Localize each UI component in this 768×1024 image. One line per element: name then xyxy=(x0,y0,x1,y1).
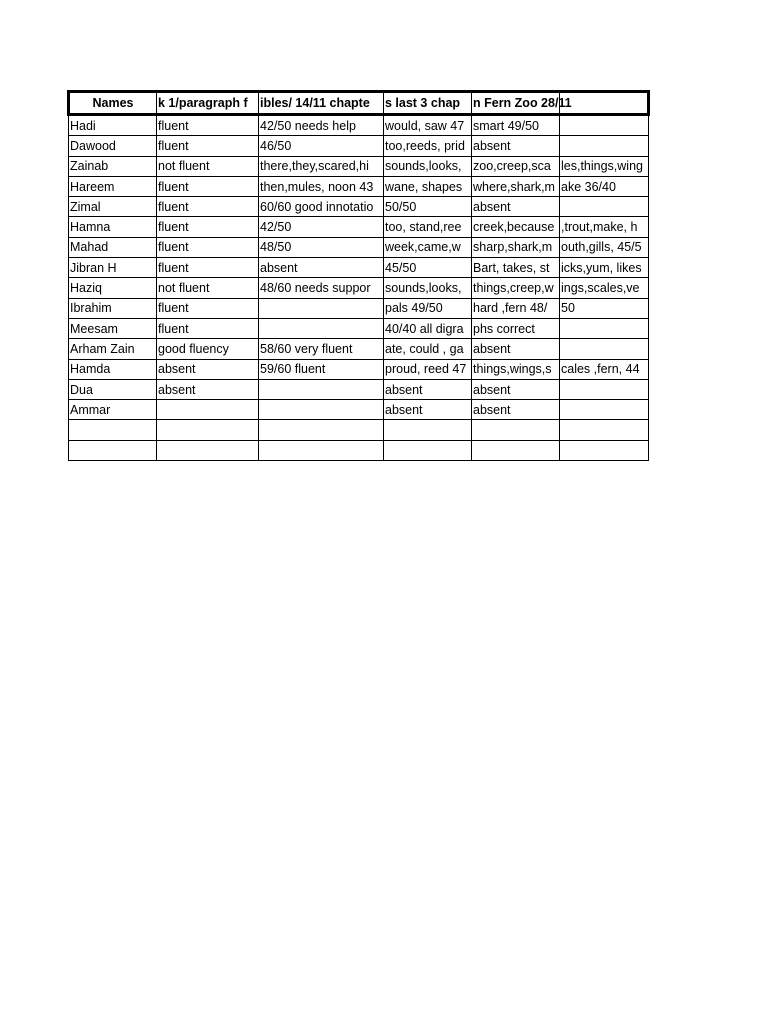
cell-text: Hadi xyxy=(70,118,96,133)
cell-text: fluent xyxy=(158,138,189,153)
table-cell[interactable] xyxy=(472,359,560,379)
cell-text: ings,scales,ve xyxy=(561,281,640,296)
table-cell[interactable] xyxy=(560,156,649,176)
table-cell[interactable] xyxy=(472,156,560,176)
cell-text: phs correct xyxy=(473,321,535,336)
cell-text: Meesam xyxy=(70,321,118,336)
table-cell[interactable] xyxy=(259,217,384,237)
table-cell[interactable] xyxy=(259,156,384,176)
table-cell[interactable] xyxy=(384,359,472,379)
table-cell[interactable] xyxy=(384,258,472,278)
cell-text: Ammar xyxy=(70,402,111,417)
table-cell[interactable] xyxy=(157,237,259,257)
table-row xyxy=(69,217,649,237)
cell-text: Jibran H xyxy=(70,260,117,275)
table-cell[interactable] xyxy=(69,237,157,257)
cell-text: Bart, takes, st xyxy=(473,260,550,275)
cell-text: smart 49/50 xyxy=(473,118,540,133)
header-cell[interactable]: k 1/paragraph f xyxy=(157,92,259,115)
table-row xyxy=(69,258,649,278)
table-cell[interactable] xyxy=(384,379,472,399)
cell-text: icks,yum, likes xyxy=(561,260,642,275)
cell-text: absent xyxy=(385,382,423,397)
table-cell[interactable] xyxy=(560,440,649,460)
cell-text: Ibrahim xyxy=(70,301,112,316)
cell-text: absent xyxy=(473,199,511,214)
header-cell[interactable]: ibles/ 14/11 chapte xyxy=(259,92,384,115)
cell-text: creek,because xyxy=(473,220,555,235)
cell-text: not fluent xyxy=(158,281,210,296)
cell-text: Haziq xyxy=(70,281,102,296)
cell-text: too, stand,ree xyxy=(385,220,462,235)
cell-text: there,they,scared,hi xyxy=(260,159,369,174)
table-cell[interactable] xyxy=(157,156,259,176)
table-cell[interactable] xyxy=(384,115,472,136)
cell-text: 50/50 xyxy=(385,199,417,214)
table-cell[interactable] xyxy=(157,136,259,156)
table-cell[interactable] xyxy=(69,258,157,278)
table-cell[interactable] xyxy=(69,115,157,136)
table-cell[interactable] xyxy=(157,359,259,379)
cell-text: ,trout,make, h xyxy=(561,220,638,235)
table-cell[interactable] xyxy=(259,258,384,278)
cell-text: 50 xyxy=(561,301,575,316)
table-cell[interactable] xyxy=(157,379,259,399)
table-cell[interactable] xyxy=(560,237,649,257)
cell-text: Dawood xyxy=(70,138,116,153)
cell-text: where,shark,m xyxy=(473,179,555,194)
table-cell[interactable] xyxy=(259,400,384,420)
cell-text: Arham Zain xyxy=(70,341,135,356)
table-cell[interactable] xyxy=(157,339,259,359)
table-cell[interactable] xyxy=(560,136,649,156)
cell-text: week,came,w xyxy=(385,240,461,255)
table-cell[interactable] xyxy=(472,136,560,156)
table-cell[interactable] xyxy=(560,400,649,420)
table-cell[interactable] xyxy=(157,400,259,420)
table-cell[interactable] xyxy=(560,217,649,237)
cell-text: Dua xyxy=(70,382,93,397)
table-cell[interactable] xyxy=(472,440,560,460)
table-cell[interactable] xyxy=(69,400,157,420)
cell-text: wane, shapes xyxy=(385,179,463,194)
cell-text: sounds,looks, xyxy=(385,281,462,296)
header-cell[interactable]: Names xyxy=(69,92,157,115)
table-cell[interactable] xyxy=(69,176,157,196)
cell-text: 48/50 xyxy=(260,240,292,255)
table-cell[interactable] xyxy=(384,440,472,460)
cell-text: ate, could , ga xyxy=(385,341,464,356)
table-row xyxy=(69,318,649,338)
table-cell[interactable] xyxy=(157,176,259,196)
table-cell[interactable] xyxy=(69,197,157,217)
table-cell[interactable] xyxy=(384,237,472,257)
table-row xyxy=(69,197,649,217)
table-cell[interactable] xyxy=(560,379,649,399)
cell-text: things,wings,s xyxy=(473,362,552,377)
cell-text: ake 36/40 xyxy=(561,179,616,194)
table-cell[interactable] xyxy=(560,197,649,217)
cell-text: things,creep,w xyxy=(473,281,554,296)
cell-text: 42/50 xyxy=(260,220,292,235)
table-row xyxy=(69,136,649,156)
cell-text: les,things,wing xyxy=(561,159,643,174)
cell-text: absent xyxy=(385,402,423,417)
table-cell[interactable] xyxy=(560,318,649,338)
cell-text: fluent xyxy=(158,321,189,336)
table-cell[interactable] xyxy=(384,176,472,196)
table-cell[interactable] xyxy=(472,400,560,420)
table-cell[interactable] xyxy=(259,440,384,460)
cell-text: proud, reed 47 xyxy=(385,362,467,377)
table-cell[interactable] xyxy=(259,278,384,298)
table-cell[interactable] xyxy=(384,156,472,176)
cell-text: absent xyxy=(473,138,511,153)
table-cell[interactable] xyxy=(69,156,157,176)
cell-text: Hamda xyxy=(70,362,111,377)
table-row xyxy=(69,440,649,460)
cell-text: not fluent xyxy=(158,159,210,174)
table-cell[interactable] xyxy=(472,298,560,318)
cell-text: sharp,shark,m xyxy=(473,240,553,255)
table-cell[interactable] xyxy=(560,176,649,196)
table-cell[interactable] xyxy=(472,339,560,359)
table-cell[interactable] xyxy=(259,237,384,257)
table-cell[interactable] xyxy=(560,359,649,379)
cell-text: 58/60 very fluent xyxy=(260,341,353,356)
table-cell[interactable] xyxy=(157,298,259,318)
cell-text: absent xyxy=(473,382,511,397)
table-cell[interactable] xyxy=(69,298,157,318)
cell-text: sounds,looks, xyxy=(385,159,462,174)
table-cell[interactable] xyxy=(69,136,157,156)
table-cell[interactable] xyxy=(259,339,384,359)
table-cell[interactable] xyxy=(69,440,157,460)
table-cell[interactable] xyxy=(472,217,560,237)
table-cell[interactable] xyxy=(157,115,259,136)
table-row xyxy=(69,237,649,257)
cell-text: 45/50 xyxy=(385,260,417,275)
table-cell[interactable] xyxy=(472,379,560,399)
table-row xyxy=(69,278,649,298)
cell-text: Hamna xyxy=(70,220,111,235)
table-cell[interactable] xyxy=(384,278,472,298)
cell-text: 59/60 fluent xyxy=(260,362,326,377)
cell-text: fluent xyxy=(158,220,189,235)
spreadsheet xyxy=(67,90,650,461)
fluency-table xyxy=(67,90,650,461)
table-cell[interactable] xyxy=(384,400,472,420)
cell-text: 40/40 all digra xyxy=(385,321,464,336)
cell-text: pals 49/50 xyxy=(385,301,443,316)
cell-text: 60/60 good innotatio xyxy=(260,199,374,214)
table-cell[interactable] xyxy=(472,176,560,196)
cell-text: then,mules, noon 43 xyxy=(260,179,374,194)
table-body xyxy=(69,115,649,461)
table-cell[interactable] xyxy=(69,278,157,298)
cell-text: absent xyxy=(158,362,196,377)
table-cell[interactable] xyxy=(69,318,157,338)
cell-text: too,reeds, prid xyxy=(385,138,465,153)
cell-text: fluent xyxy=(158,118,189,133)
cell-text: 48/60 needs suppor xyxy=(260,281,371,296)
table-cell[interactable] xyxy=(157,258,259,278)
table-cell[interactable] xyxy=(69,420,157,440)
table-cell[interactable] xyxy=(472,258,560,278)
table-cell[interactable] xyxy=(384,318,472,338)
table-cell[interactable] xyxy=(384,217,472,237)
table-cell[interactable] xyxy=(259,379,384,399)
cell-text: fluent xyxy=(158,301,189,316)
table-cell[interactable] xyxy=(259,176,384,196)
table-row xyxy=(69,298,649,318)
cell-text: absent xyxy=(260,260,298,275)
table-cell[interactable] xyxy=(259,136,384,156)
table-cell[interactable] xyxy=(472,420,560,440)
table-cell[interactable] xyxy=(259,318,384,338)
header-cell[interactable] xyxy=(560,92,649,115)
table-cell[interactable] xyxy=(157,420,259,440)
table-row xyxy=(69,156,649,176)
table-cell[interactable] xyxy=(384,420,472,440)
cell-text: fluent xyxy=(158,199,189,214)
table-row xyxy=(69,176,649,196)
table-cell[interactable] xyxy=(472,237,560,257)
table-cell[interactable] xyxy=(157,217,259,237)
cell-text: 42/50 needs help xyxy=(260,118,356,133)
cell-text: would, saw 47 xyxy=(385,118,465,133)
table-cell[interactable] xyxy=(384,136,472,156)
table-row xyxy=(69,379,649,399)
table-cell[interactable] xyxy=(157,197,259,217)
table-cell[interactable] xyxy=(560,339,649,359)
cell-text: absent xyxy=(158,382,196,397)
cell-text: good fluency xyxy=(158,341,229,356)
table-cell[interactable] xyxy=(560,298,649,318)
table-cell[interactable] xyxy=(259,197,384,217)
table-cell[interactable] xyxy=(157,318,259,338)
table-cell[interactable] xyxy=(560,115,649,136)
table-cell[interactable] xyxy=(259,115,384,136)
cell-text: Zimal xyxy=(70,199,101,214)
cell-text: Mahad xyxy=(70,240,109,255)
table-cell[interactable] xyxy=(259,420,384,440)
table-row xyxy=(69,400,649,420)
cell-text: absent xyxy=(473,402,511,417)
table-cell[interactable] xyxy=(69,339,157,359)
table-cell[interactable] xyxy=(157,278,259,298)
table-cell[interactable] xyxy=(560,258,649,278)
table-cell[interactable] xyxy=(384,298,472,318)
table-cell[interactable] xyxy=(259,298,384,318)
cell-text: fluent xyxy=(158,240,189,255)
table-cell[interactable] xyxy=(69,217,157,237)
cell-text: Zainab xyxy=(70,159,109,174)
table-cell[interactable] xyxy=(472,278,560,298)
cell-text: fluent xyxy=(158,260,189,275)
cell-text: fluent xyxy=(158,179,189,194)
cell-text: outh,gills, 45/5 xyxy=(561,240,642,255)
table-cell[interactable] xyxy=(472,197,560,217)
header-cell[interactable]: n Fern Zoo 28/11 xyxy=(472,92,560,115)
table-cell[interactable] xyxy=(157,440,259,460)
cell-text: hard ,fern 48/ xyxy=(473,301,548,316)
table-row xyxy=(69,339,649,359)
table-cell[interactable] xyxy=(472,318,560,338)
table-row xyxy=(69,420,649,440)
header-row xyxy=(69,92,649,115)
cell-text: 46/50 xyxy=(260,138,292,153)
table-row xyxy=(69,115,649,136)
header-cell[interactable]: s last 3 chap xyxy=(384,92,472,115)
table-cell[interactable] xyxy=(69,379,157,399)
table-cell[interactable] xyxy=(560,420,649,440)
table-cell[interactable] xyxy=(69,359,157,379)
table-cell[interactable] xyxy=(384,339,472,359)
table-cell[interactable] xyxy=(384,197,472,217)
table-cell[interactable] xyxy=(472,115,560,136)
table-cell[interactable] xyxy=(560,278,649,298)
table-cell[interactable] xyxy=(259,359,384,379)
cell-text: zoo,creep,sca xyxy=(473,159,551,174)
cell-text: Hareem xyxy=(70,179,115,194)
cell-text: cales ,fern, 44 xyxy=(561,362,640,377)
cell-text: absent xyxy=(473,341,511,356)
table-row xyxy=(69,359,649,379)
